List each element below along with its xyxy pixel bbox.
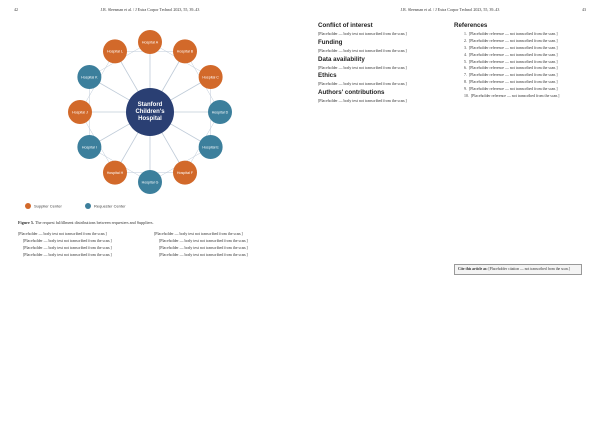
section-ethics	[318, 74, 446, 87]
section-heading: Funding	[318, 38, 343, 46]
citation-box	[454, 264, 582, 275]
reference-item	[454, 94, 582, 99]
reference-number: 1.	[464, 31, 467, 36]
reference-item	[454, 46, 582, 51]
citation-text: [Placeholder citation — not transcribed from the scan.]	[488, 267, 570, 271]
reference-item	[454, 66, 582, 71]
node-label: Hospital G	[141, 180, 159, 185]
hub-label: Hospital	[138, 116, 162, 122]
node-label: Hospital C	[202, 75, 219, 80]
left-page-column-2	[154, 232, 282, 260]
section-body: [Placeholder — body text not transcribed from the scan.]	[318, 65, 407, 70]
paragraph: [Placeholder — body text not transcribed from the scan.]	[159, 238, 248, 243]
reference-item	[454, 73, 582, 78]
section-body: [Placeholder — body text not transcribed from the scan.]	[318, 48, 407, 53]
section-authors-contributions	[318, 91, 446, 104]
reference-number: 5.	[464, 59, 467, 64]
reference-item	[454, 53, 582, 58]
figure-caption-label: Figure 5.	[18, 220, 34, 225]
node-label: Hospital J	[72, 110, 88, 115]
figure-caption	[18, 220, 282, 225]
figure-caption-text: The request fulfillment distributions between requesters and Suppliers.	[34, 220, 154, 225]
reference-number: 8.	[464, 80, 467, 85]
running-header	[14, 7, 286, 15]
reference-number: 9.	[464, 87, 467, 92]
paragraph: [Placeholder — body text not transcribed from the scan.]	[23, 252, 112, 257]
section-body: [Placeholder — body text not transcribed from the scan.]	[318, 99, 407, 104]
section-heading: Ethics	[318, 72, 337, 80]
reference-text: [Placeholder reference — not transcribed from the scan.]	[468, 59, 558, 64]
paragraph: [Placeholder — body text not transcribed from the scan.]	[23, 238, 112, 243]
reference-text: [Placeholder reference — not transcribed from the scan.]	[470, 94, 560, 99]
reference-text: [Placeholder reference — not transcribed from the scan.]	[468, 73, 558, 78]
reference-item	[454, 60, 582, 65]
node-label: Hospital B	[176, 49, 194, 54]
reference-number: 2.	[464, 38, 467, 43]
section-heading: Conflict of interest	[318, 22, 373, 29]
paragraph: [Placeholder — body text not transcribed from the scan.]	[159, 252, 248, 257]
reference-text: [Placeholder reference — not transcribed from the scan.]	[468, 52, 558, 57]
hub-label: Stanford	[137, 102, 163, 108]
legend-supplier-swatch	[25, 203, 31, 209]
legend-requester-swatch	[85, 203, 91, 209]
reference-text: [Placeholder reference — not transcribed from the scan.]	[468, 31, 558, 36]
references-heading: References	[454, 22, 488, 29]
reference-number: 10.	[464, 94, 469, 99]
page-number: 43	[582, 7, 586, 12]
right-page	[300, 0, 600, 424]
node-label: Hospital F	[176, 170, 194, 175]
running-title: J.R. Sleesman et al. / J Extra Corpor Technol 2023, 55, 39–43	[400, 7, 500, 12]
right-page-column-1	[318, 20, 446, 106]
hub-network-diagram	[18, 20, 282, 214]
left-page-column-1	[18, 232, 146, 260]
reference-text: [Placeholder reference — not transcribed from the scan.]	[468, 38, 558, 43]
reference-text: [Placeholder reference — not transcribed from the scan.]	[468, 66, 558, 71]
node-label: Hospital A	[141, 40, 159, 45]
legend-requester-label: Requester Center	[94, 203, 126, 209]
section-body: [Placeholder — body text not transcribed from the scan.]	[318, 82, 407, 87]
section-funding	[318, 38, 446, 54]
reference-item	[454, 80, 582, 85]
node-label: Hospital D	[211, 110, 229, 115]
node-label: Hospital I	[81, 145, 97, 150]
running-title: J.R. Sleesman et al. / J Extra Corpor Technol 2023, 55, 39–43	[100, 7, 200, 12]
reference-item	[454, 32, 582, 37]
right-page-column-2	[454, 20, 582, 101]
reference-number: 6.	[464, 66, 467, 71]
reference-text: [Placeholder reference — not transcribed from the scan.]	[468, 80, 558, 85]
reference-number: 7.	[464, 73, 467, 78]
section-heading: Data availability	[318, 55, 365, 63]
hub-label: Children's	[135, 109, 165, 115]
node-label: Hospital H	[106, 170, 124, 175]
node-label: Hospital E	[202, 145, 219, 150]
section-data-availability	[318, 55, 446, 71]
running-header	[314, 7, 586, 15]
hub-network-figure	[18, 20, 282, 214]
paragraph: [Placeholder — body text not transcribed from the scan.]	[159, 245, 248, 250]
node-label: Hospital L	[107, 49, 123, 54]
reference-item	[454, 39, 582, 44]
paragraph: [Placeholder — body text not transcribed from the scan.]	[18, 232, 107, 236]
reference-item	[454, 87, 582, 92]
reference-text: [Placeholder reference — not transcribed from the scan.]	[468, 45, 558, 50]
paragraph: [Placeholder — body text not transcribed from the scan.]	[154, 232, 243, 236]
reference-number: 3.	[464, 45, 467, 50]
page-number: 42	[14, 7, 18, 12]
section-heading: Authors' contributions	[318, 89, 385, 97]
reference-text: [Placeholder reference — not transcribed from the scan.]	[468, 87, 558, 92]
legend-supplier-label: Supplier Center	[34, 203, 62, 209]
paragraph: [Placeholder — body text not transcribed from the scan.]	[23, 245, 112, 250]
reference-list	[454, 32, 582, 99]
section-body: [Placeholder — body text not transcribed from the scan.]	[318, 31, 407, 36]
reference-number: 4.	[464, 52, 467, 57]
citation-label: Cite this article as:	[458, 267, 488, 271]
section-conflict-of-interest	[318, 24, 446, 37]
node-label: Hospital K	[81, 75, 98, 80]
